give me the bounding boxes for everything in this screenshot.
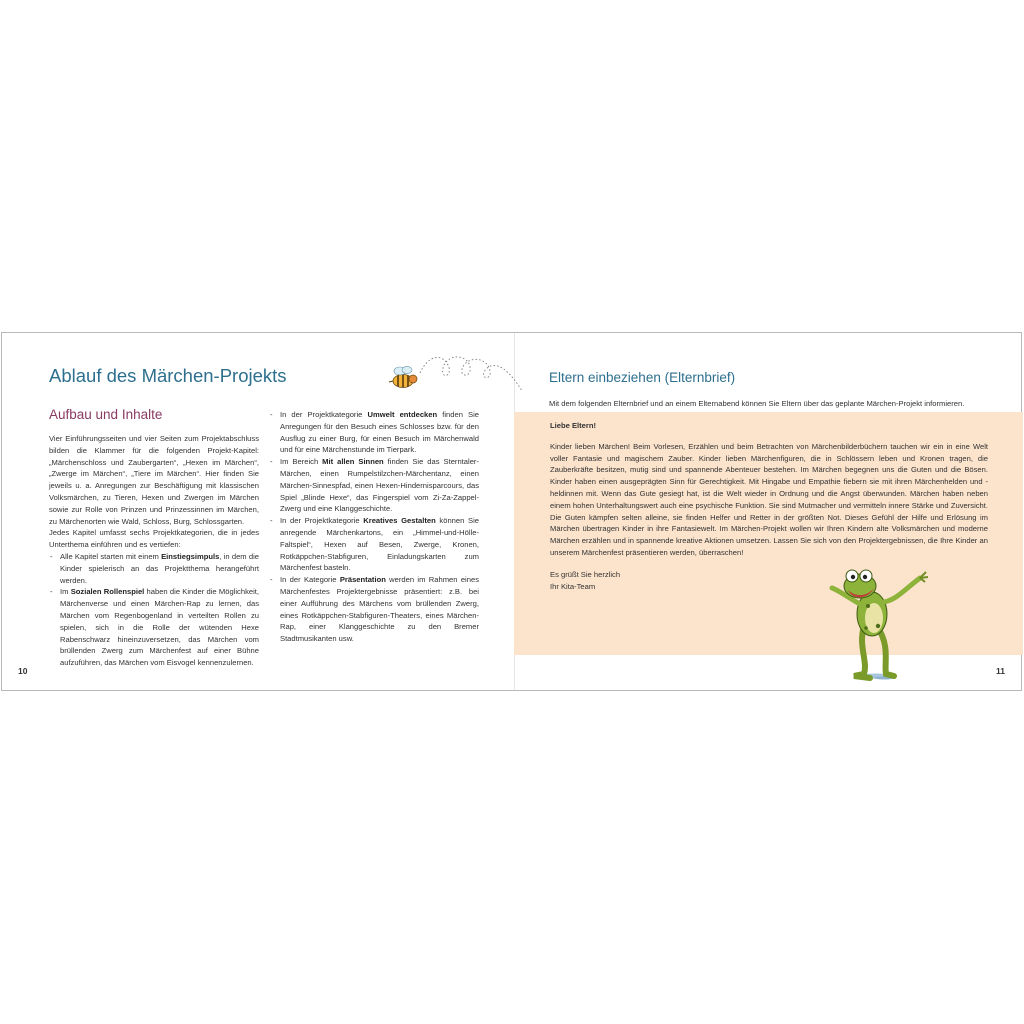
list-item: - In der Kategorie Präsentation werden im Rahmen eines Märchenfestes Projektergebnisse präsentiert: z.B. bei einer Aufführung des Märchens vom brüllenden Zwerg, eines Rotkäppchen-Stabfiguren-Theaters, eines Märchen-Rap, einer Klanggeschichte zu den Bremer Stadtmusikanten usw.	[269, 574, 479, 645]
list-item: - Im Sozialen Rollenspiel haben die Kinder die Möglichkeit, Märchenverse und einen Märchen-Rap zu lernen, das Märchen vom Regenbogenland in verteilten Rollen zu spielen, sich in die Rolle der wütenden Hexe Rabenschwarz hineinzuversetzen, das Märchen vom brüllenden Zwerg zum Märchenfest auf einer Bühne aufzuführen, das Märchen vom Eisvogel kennenzulernen.	[49, 586, 259, 669]
category-list-1	[49, 551, 259, 669]
parent-letter-box	[514, 412, 1023, 655]
bee-icon	[386, 351, 536, 401]
letter-greeting: Liebe Eltern!	[550, 421, 596, 430]
list-item: - Im Bereich Mit allen Sinnen finden Sie das Sterntaler-Märchen, einen Rumpelstilzchen-Märchentanz, einen Märchen-Sinnespfad, einen Hexen-Hindernisparcours, das Spiel „Blinde Hexe“, das Fingerspiel vom Zi-Za-Zappel-Zwerg und eine Klanggeschichte.	[269, 456, 479, 515]
intro-paragraph: Vier Einführungsseiten und vier Seiten zum Projektabschluss bilden die Klammer für die folgenden Projekt-Kapitel: „Märchenschloss und Zaubergarten“, „Hexen im Märchen“, „Zwerge im Märchen“, „Tiere im Märchen“. Hier finden Sie jeweils u. a. Anregungen zur Beschäftigung mit klassischen Volksmärchen, zu Tieren, Hexen und Zwergen im Märchen sowie zur Rolle von Prinzen und Prinzessinnen im Märchen, zu Märchenorten wie Wald, Schloss, Burg, Schlossgarten.	[49, 434, 259, 526]
list-item: - In der Projektkategorie Kreatives Gestalten können Sie anregende Märchenkartons, ein „Himmel-und-Hölle-Faltspiel“, Hexen auf Besen, Zwerge, Kronen, Rotkäppchen-Stabfiguren, Einladungskarten zum Märchenfest basteln.	[269, 515, 479, 574]
page-number-left: 10	[18, 666, 28, 676]
left-column-2	[269, 409, 479, 645]
letter-body: Kinder lieben Märchen! Beim Vorlesen, Erzählen und beim Betrachten von Märchenbilderbüchern tauchen wir ein in eine Welt voller Fantasie und magischem Zauber. Kinder lieben Märchenfiguren, die in Schlössern leben und Kronen tragen, die Zauberkräfte besitzen, mutig sind und spannende Abenteuer bestehen. Im Märchen begegnen uns die Guten und die Bösen. Kinder haben einen ausgeprägten Sinn für Gerechtigkeit. Mit Hingabe und Empathie fiebern sie mit ihren Märchenhelden und -heldinnen mit. Wenn das Gute gesiegt hat, ist die Welt wieder in Ordnung und die Angst überwunden. Märchen haben neben einem hohen Unterhaltungswert auch eine psychische Funktion. Sie sind Mutmacher und vermitteln innere Stärke und Zuversicht. Die Guten kämpfen selten alleine, sie finden Helfer und Retter in der größten Not. Dieses Gefühl der Hilfe und Erlösung im Märchen übertragen Kinder in ihre Fantasiewelt. Im Märchen-Projekt wollen wir Ihren Kindern alte Volksmärchen und moderne Märchen erzählen und in spannende kreative Aktionen umsetzen. Lassen Sie sich von den Projektergebnissen, die Ihre Kinder an unserem Märchenfest präsentieren werden, überraschen!	[550, 441, 988, 557]
right-page-intro: Mit dem folgenden Elternbrief und an einem Elternabend können Sie Eltern über das geplante Märchen-Projekt informieren.	[549, 399, 965, 408]
list-item: - In der Projektkategorie Umwelt entdecken finden Sie Anregungen für den Besuch eines Schlosses bzw. für den Ausflug zu einer Burg, für einen Besuch im Märchenwald und für eine Märchenstunde im Tierpark.	[269, 409, 479, 456]
page-number-right: 11	[996, 666, 1005, 676]
book-spread	[1, 332, 1022, 691]
categories-paragraph: Jedes Kapitel umfasst sechs Projektkategorien, die in jedes Unterthema einführen und es vertiefen:	[49, 528, 259, 550]
left-page-title: Ablauf des Märchen-Projekts	[49, 365, 287, 386]
list-item: - Alle Kapitel starten mit einem Einstiegsimpuls, in dem die Kinder spielerisch an das Projektthema herangeführt werden.	[49, 551, 259, 586]
letter-closing: Es grüßt Sie herzlich Ihr Kita-Team	[550, 569, 621, 591]
category-list-2	[269, 409, 479, 645]
frog-icon	[824, 566, 934, 686]
left-column-1	[49, 433, 259, 669]
left-page-subtitle: Aufbau und Inhalte	[49, 407, 163, 422]
right-page-title: Eltern einbeziehen (Elternbrief)	[549, 370, 736, 385]
